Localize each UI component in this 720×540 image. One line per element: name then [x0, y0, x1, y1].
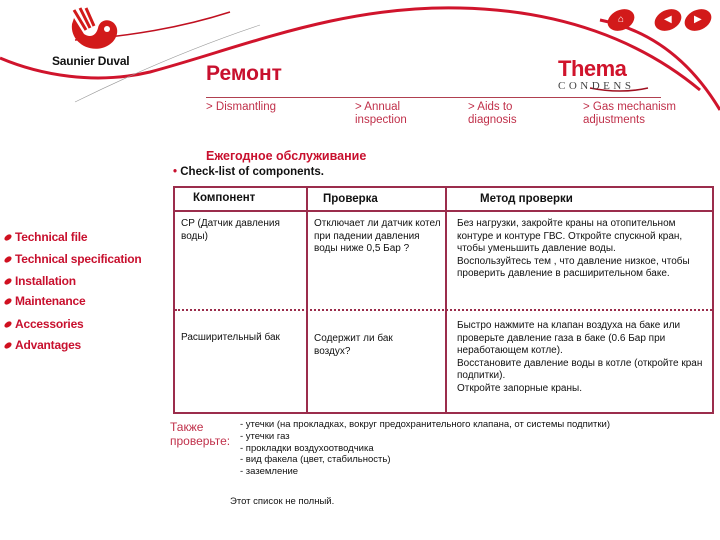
- tab-label: adjustments: [583, 114, 646, 126]
- tab-gas-mechanism-adjustments[interactable]: [583, 101, 676, 127]
- tab-label: > Gas mechanism: [583, 101, 676, 113]
- list-item: - утечки (на прокладках, вокруг предохранительного клапана, от системы подпитки): [240, 419, 611, 430]
- sidebar-item-advantages[interactable]: [4, 338, 81, 352]
- saunier-duval-logo-icon: [60, 6, 130, 54]
- thema-logo: Thema: [558, 56, 627, 81]
- footer-note: Этот список не полный.: [230, 496, 335, 507]
- bullet-icon: [3, 255, 12, 264]
- sidebar-item-accessories[interactable]: [4, 317, 84, 331]
- column-divider: [306, 188, 308, 412]
- tab-label: > Aids to: [468, 101, 513, 113]
- section-title: Ежегодное обслуживание: [206, 149, 367, 163]
- sidebar-item-label: Accessories: [15, 317, 84, 331]
- tab-label: > Dismantling: [206, 101, 276, 113]
- column-header-component: Компонент: [193, 192, 256, 204]
- method-step: Откройте запорные краны.: [457, 382, 582, 394]
- sidebar-item-maintenance[interactable]: [4, 294, 86, 308]
- table-cell-check: Содержит ли бак воздух?: [314, 333, 393, 357]
- bullet-icon: [3, 320, 12, 329]
- home-button[interactable]: [604, 5, 638, 35]
- header-row-divider: [175, 210, 712, 212]
- method-step: Быстро нажмите на клапан воздуха на баке или проверьте давление газа в баке (0.6 Бар при неработающем котле).: [457, 320, 681, 356]
- bullet-icon: [3, 277, 12, 286]
- also-check-label-line: проверьте:: [170, 434, 231, 448]
- bullet-icon: [3, 341, 12, 350]
- home-icon: ⌂: [617, 14, 625, 26]
- sidebar-item-technical-file[interactable]: [4, 230, 87, 244]
- method-step: Без нагрузки, закройте краны на отопительном контуре и контуре ГВС. Откройте спускной кран, чтобы уменьшить давление воды.: [457, 218, 683, 254]
- bullet-icon: [3, 233, 12, 242]
- also-check-label: [170, 420, 230, 448]
- sidebar-item-installation[interactable]: [4, 274, 76, 288]
- table-cell-component: Расширительный бак: [181, 332, 280, 343]
- list-item: - заземление: [240, 466, 299, 478]
- brand-saunier-duval: Saunier Duval: [52, 54, 130, 68]
- tab-annual-inspection[interactable]: [355, 101, 407, 127]
- checklist-table: [173, 186, 714, 414]
- sidebar-item-label: Installation: [15, 274, 76, 288]
- tab-aids-to-diagnosis[interactable]: [468, 101, 517, 127]
- list-item: - утечки газ: [240, 430, 290, 442]
- also-check-label-line: Также: [170, 420, 204, 434]
- tab-label: diagnosis: [468, 114, 517, 126]
- checklist-subtitle: [173, 166, 324, 178]
- row-divider: [175, 309, 712, 311]
- method-step: Восстановите давление воды в котле (откройте кран подпитки).: [457, 357, 703, 381]
- previous-button[interactable]: [651, 5, 685, 35]
- sidebar-item-label: Advantages: [15, 338, 82, 352]
- sidebar-item-technical-specification[interactable]: [4, 252, 142, 266]
- table-cell-method: [457, 218, 707, 281]
- page-title: Ремонт: [206, 62, 282, 85]
- sidebar-item-label: Technical specification: [15, 252, 142, 266]
- bullet-icon: •: [173, 166, 178, 178]
- bullet-icon: [3, 297, 12, 306]
- table-cell-component: CP (Датчик давления воды): [181, 218, 280, 242]
- condens-logo: CONDENS: [558, 80, 635, 92]
- next-button[interactable]: [681, 5, 715, 35]
- list-item: - прокладки воздухоотводчика: [240, 442, 374, 454]
- column-header-method: Метод проверки: [480, 193, 573, 205]
- arrow-left-icon: ◀: [664, 14, 672, 26]
- arrow-right-icon: ▶: [694, 14, 702, 26]
- column-header-check: Проверка: [323, 193, 378, 205]
- method-step: Воспользуйтесь тем , что давление низкое, чтобы проверить давление в расширительном баке.: [457, 255, 690, 279]
- sidebar-item-label: Maintenance: [15, 294, 86, 308]
- tab-label: inspection: [355, 114, 407, 126]
- sidebar-item-label: Technical file: [15, 230, 88, 244]
- table-cell-method: [457, 320, 707, 395]
- column-divider: [445, 188, 447, 412]
- checklist-label: Check-list of components.: [180, 166, 325, 178]
- header-divider: [206, 97, 661, 98]
- also-check-list: [240, 419, 610, 478]
- table-cell-check: Отключает ли датчик котел при падении давления воды ниже 0,5 Бар ?: [314, 218, 441, 254]
- list-item: - вид факела (цвет, стабильность): [240, 454, 391, 466]
- tab-label: > Annual: [355, 101, 401, 113]
- tab-dismantling[interactable]: [206, 101, 276, 114]
